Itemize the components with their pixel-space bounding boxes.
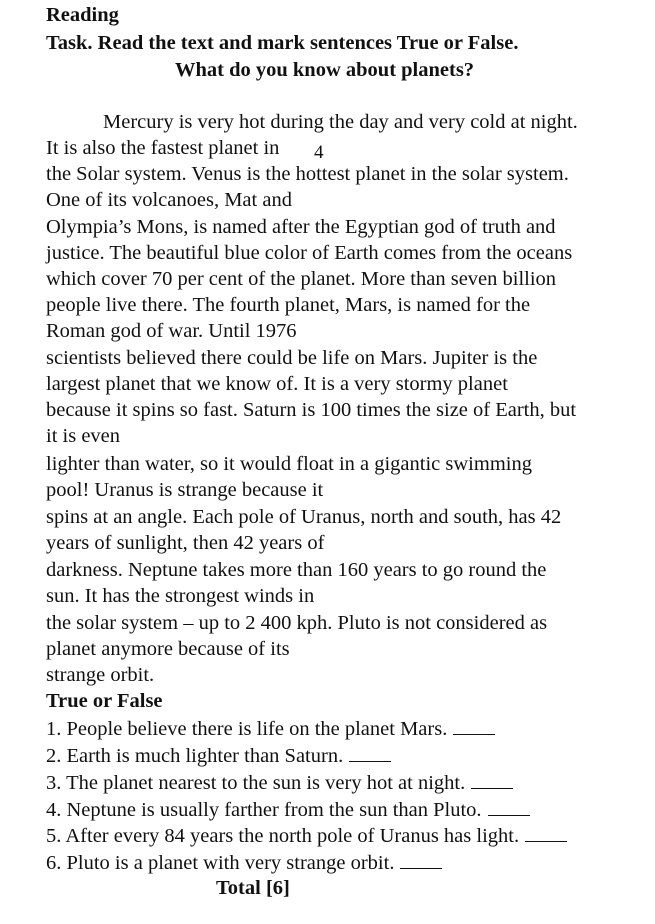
list-item	[46, 770, 513, 795]
statement-text: 3. The planet nearest to the sun is very hot at night.	[46, 772, 466, 794]
passage-line: Olympia’s Mons, is named after the Egyptian god of truth and	[46, 216, 556, 238]
list-item	[46, 850, 442, 875]
passage-line: which cover 70 per cent of the planet. More than seven billion	[46, 268, 557, 290]
passage-line: the solar system – up to 2 400 kph. Pluto is not considered as	[46, 612, 548, 634]
list-item	[46, 743, 391, 768]
passage-line: years of sunlight, then 42 years of	[46, 532, 325, 554]
page-title: What do you know about planets?	[175, 59, 475, 81]
statement-text: 6. Pluto is a planet with very strange orbit.	[46, 852, 395, 874]
answer-blank[interactable]	[471, 770, 513, 789]
passage-line: pool! Uranus is strange because it	[46, 479, 324, 501]
passage-line: justice. The beautiful blue color of Earth comes from the oceans	[46, 242, 573, 264]
answer-blank[interactable]	[453, 716, 495, 735]
passage-line: it is even	[46, 425, 121, 447]
page-number: 4	[314, 142, 324, 163]
passage-line: strange orbit.	[46, 664, 155, 686]
passage-line: the Solar system. Venus is the hottest planet in the solar system.	[46, 163, 569, 185]
passage-line: planet anymore because of its	[46, 638, 290, 660]
answer-blank[interactable]	[349, 743, 391, 762]
passage-line: Mercury is very hot during the day and very cold at night.	[103, 111, 578, 133]
list-item	[46, 823, 567, 848]
statement-text: 5. After every 84 years the north pole of Uranus has light.	[46, 825, 520, 847]
statement-text: 1. People believe there is life on the planet Mars.	[46, 718, 448, 740]
passage-line: scientists believed there could be life on Mars. Jupiter is the	[46, 347, 538, 369]
answer-blank[interactable]	[488, 797, 530, 816]
passage-line: lighter than water, so it would float in a gigantic swimming	[46, 453, 532, 475]
passage-line: largest planet that we know of. It is a very stormy planet	[46, 373, 508, 395]
passage-line: people live there. The fourth planet, Mars, is named for the	[46, 294, 531, 316]
passage-line: darkness. Neptune takes more than 160 years to go round the	[46, 559, 547, 581]
answer-blank[interactable]	[400, 850, 442, 869]
passage-line: It is also the fastest planet in	[46, 137, 280, 159]
passage-line: because it spins so fast. Saturn is 100 times the size of Earth, but	[46, 399, 577, 421]
passage-line: sun. It has the strongest winds in	[46, 585, 315, 607]
passage-line: One of its volcanoes, Mat and	[46, 189, 292, 211]
statement-text: 2. Earth is much lighter than Saturn.	[46, 745, 344, 767]
list-item	[46, 716, 495, 741]
task-instruction: Task. Read the text and mark sentences True or False.	[46, 32, 519, 54]
passage-line: Roman god of war. Until 1976	[46, 320, 297, 342]
true-false-heading: True or False	[46, 690, 163, 712]
answer-blank[interactable]	[525, 823, 567, 842]
statement-text: 4. Neptune is usually farther from the sun than Pluto.	[46, 799, 482, 821]
total-score: Total [6]	[216, 877, 290, 899]
list-item	[46, 797, 530, 822]
section-label: Reading	[46, 4, 119, 26]
passage-line: spins at an angle. Each pole of Uranus, north and south, has 42	[46, 506, 562, 528]
